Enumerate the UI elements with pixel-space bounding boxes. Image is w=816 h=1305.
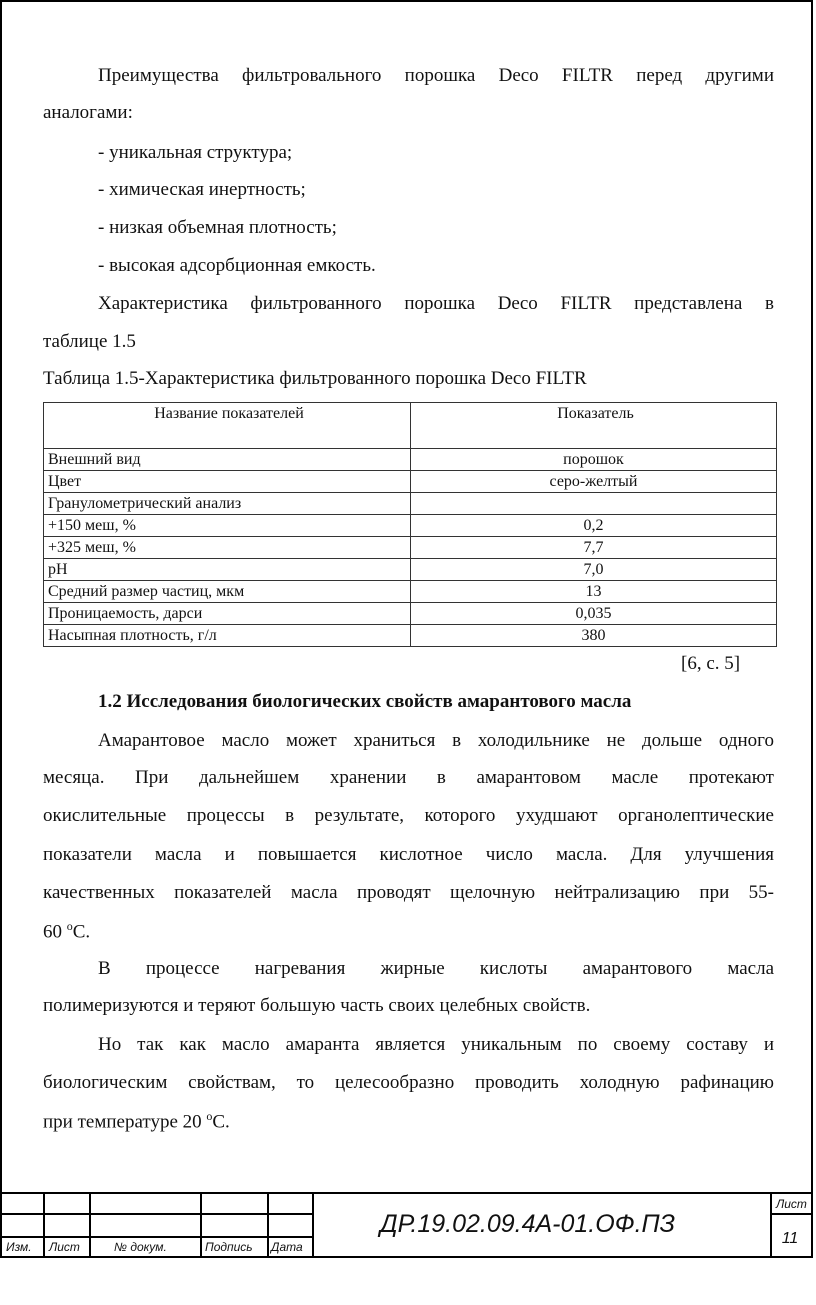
section-heading: 1.2 Исследования биологических свойств амарантового масла — [98, 691, 632, 712]
table-row — [44, 603, 777, 625]
paragraph-line: показатели масла и повышается кислотное число масла. Для улучшения — [43, 844, 774, 865]
degree-mark: о — [206, 1109, 213, 1123]
row-name: Проницаемость, дарси — [44, 603, 411, 625]
paragraph-line: Но так как масло амаранта является уникальным по своему составу и — [98, 1034, 774, 1055]
stamp-label-signature: Подпись — [205, 1240, 253, 1254]
stamp-line — [0, 1213, 312, 1215]
row-name: Гранулометрический анализ — [44, 493, 411, 515]
temperature-value: 60 — [43, 921, 67, 943]
temperature-value: при температуре 20 — [43, 1111, 207, 1133]
header-cell-value: Показатель — [411, 403, 777, 449]
sheet-label: Лист — [776, 1197, 807, 1211]
row-value: 380 — [411, 625, 777, 647]
row-name: Внешний вид — [44, 449, 411, 471]
stamp-line — [770, 1192, 772, 1258]
table-row — [44, 559, 777, 581]
paragraph-line: окислительные процессы в результате, которого ухудшают органолептические — [43, 805, 774, 826]
stamp-line — [200, 1192, 202, 1258]
row-name: pH — [44, 559, 411, 581]
document-code: ДР.19.02.09.4А-01.ОФ.ПЗ — [380, 1210, 675, 1238]
table-row — [44, 537, 777, 559]
header-cell-name: Название показателей — [44, 403, 411, 449]
row-name: Насыпная плотность, г/л — [44, 625, 411, 647]
stamp-line — [312, 1192, 314, 1258]
row-value: 0,2 — [411, 515, 777, 537]
table-row — [44, 625, 777, 647]
stamp-label-sheet: Лист — [49, 1240, 80, 1254]
degree-mark: о — [66, 919, 73, 933]
stamp-label-doc-number: № докум. — [114, 1240, 167, 1254]
temperature-unit: С. — [212, 1111, 230, 1133]
table-row — [44, 471, 777, 493]
stamp-line — [89, 1192, 91, 1258]
table-row — [44, 581, 777, 603]
row-name: +325 меш, % — [44, 537, 411, 559]
table-header-row — [44, 403, 777, 449]
characteristic-line: Характеристика фильтрованного порошка Deco FILTR представлена в — [98, 293, 774, 314]
row-value: 0,035 — [411, 603, 777, 625]
advantage-item: - химическая инертность; — [98, 179, 306, 200]
paragraph-line: качественных показателей масла проводят щелочную нейтрализацию при 55- — [43, 882, 774, 903]
stamp-line — [43, 1192, 45, 1258]
row-value: 7,0 — [411, 559, 777, 581]
table-reference: [6, с. 5] — [681, 653, 741, 674]
row-value: 13 — [411, 581, 777, 603]
row-name: Цвет — [44, 471, 411, 493]
row-value: серо-желтый — [411, 471, 777, 493]
paragraph-line: В процессе нагревания жирные кислоты амарантового масла — [98, 958, 774, 979]
paragraph-line: полимеризуются и теряют большую часть своих целебных свойств. — [43, 995, 591, 1016]
row-value: 7,7 — [411, 537, 777, 559]
stamp-label-date: Дата — [271, 1240, 303, 1254]
table-caption: Таблица 1.5-Характеристика фильтрованного порошка Deco FILTR — [43, 368, 587, 389]
table-row — [44, 449, 777, 471]
advantages-intro-line: аналогами: — [43, 102, 133, 123]
stamp-label-change: Изм. — [6, 1240, 32, 1254]
characteristic-line: таблице 1.5 — [43, 331, 136, 352]
paragraph-line — [43, 920, 90, 941]
paragraph-line: Амарантовое масло может храниться в холодильнике не дольше одного — [98, 730, 774, 751]
paragraph-line: биологическим свойствам, то целесообразно проводить холодную рафинацию — [43, 1072, 774, 1093]
table-row — [44, 515, 777, 537]
spec-table — [43, 402, 777, 647]
row-name: Средний размер частиц, мкм — [44, 581, 411, 603]
paragraph-line: месяца. При дальнейшем хранении в амарантовом масле протекают — [43, 767, 774, 788]
advantage-item: - низкая объемная плотность; — [98, 217, 337, 238]
stamp-line — [0, 1192, 813, 1194]
temperature-unit: С. — [72, 921, 91, 943]
paragraph-line — [43, 1110, 230, 1131]
stamp-line — [0, 1236, 312, 1238]
sheet-number: 11 — [781, 1230, 799, 1247]
title-block — [0, 1192, 813, 1258]
advantage-item: - уникальная структура; — [98, 142, 293, 163]
row-value: порошок — [411, 449, 777, 471]
stamp-line — [267, 1192, 269, 1258]
advantage-item: - высокая адсорбционная емкость. — [98, 255, 376, 276]
table-row — [44, 493, 777, 515]
row-name: +150 меш, % — [44, 515, 411, 537]
stamp-line — [770, 1213, 813, 1215]
row-value — [411, 493, 777, 515]
advantages-intro-line: Преимущества фильтровального порошка Deco FILTR перед другими — [98, 65, 774, 86]
